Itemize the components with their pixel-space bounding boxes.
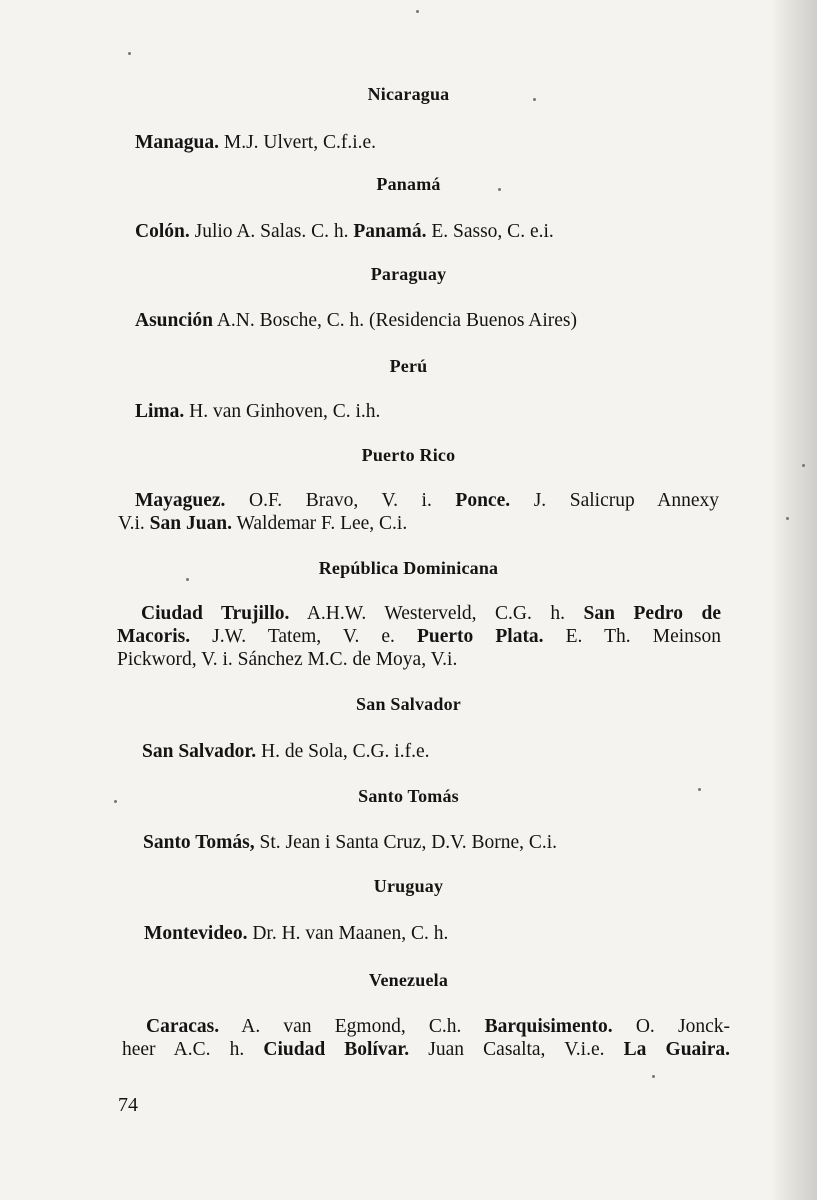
entry-text: Dr. H. van Maanen, C. h.: [247, 923, 449, 944]
entry-line: [146, 1015, 730, 1038]
consulate-entry-venezuela: [122, 1015, 730, 1061]
consulate-entry-peru: [135, 400, 695, 423]
entry-line: [135, 489, 719, 512]
entry-text: St. Jean i Santa Cruz, D.V. Borne, C.i.: [254, 832, 558, 853]
entry-text: J. Salicrup Annexy: [510, 490, 720, 511]
country-heading-puerto-rico: Puerto Rico: [361, 445, 456, 465]
city-name: Ponce.: [455, 490, 511, 511]
consulate-entry-san-salvador: [142, 740, 702, 763]
entry-line: [118, 512, 719, 535]
scan-speck: [698, 788, 701, 791]
consulate-entry-paraguay: [135, 309, 715, 332]
city-name: Colón.: [135, 221, 190, 242]
entry-text: heer A.C. h.: [122, 1039, 264, 1060]
city-name: Lima.: [135, 401, 185, 422]
entry-text: O. Jonck-: [612, 1016, 730, 1037]
consulate-entry-santo-tomas: [143, 831, 703, 854]
entry-line: [122, 1038, 730, 1061]
consulate-entry-republica-dominicana: [117, 602, 721, 671]
entry-text: E. Th. Meinson: [543, 626, 721, 647]
country-heading-nicaragua: Nicaragua: [367, 84, 450, 104]
entry-text: Waldemar F. Lee, C.i.: [232, 513, 408, 534]
city-name: San Juan.: [149, 513, 233, 534]
consulate-entry-uruguay: [144, 922, 704, 945]
consulate-entry-panama: [135, 220, 695, 243]
city-name: Puerto Plata.: [416, 626, 544, 647]
country-heading-venezuela: Venezuela: [368, 970, 449, 990]
scan-speck: [114, 800, 117, 803]
city-name: Ciudad Trujillo.: [141, 603, 290, 624]
scan-speck: [652, 1075, 655, 1078]
scan-speck: [128, 52, 131, 55]
scan-speck: [786, 517, 789, 520]
city-name: Macoris.: [117, 626, 191, 647]
city-name: Santo Tomás,: [143, 832, 255, 853]
scan-speck: [533, 98, 536, 101]
city-name: Asunción: [135, 310, 214, 331]
city-name: Ciudad Bolívar.: [263, 1039, 410, 1060]
city-name: San Salvador.: [142, 741, 257, 762]
city-name: Barquisimento.: [484, 1016, 613, 1037]
entry-text: O.F. Bravo, V. i.: [225, 490, 456, 511]
country-heading-panama: Panamá: [376, 174, 441, 194]
scan-speck: [498, 188, 501, 191]
consulate-entry-nicaragua: [135, 131, 695, 154]
country-heading-uruguay: Uruguay: [373, 876, 444, 896]
entry-text: E. Sasso, C. e.i.: [426, 221, 554, 242]
entry-text: A.H.W. Westerveld, C.G. h.: [289, 603, 584, 624]
entry-text: A.N. Bosche, C. h. (Residencia Buenos Aires): [213, 310, 577, 331]
scan-speck: [186, 578, 189, 581]
entry-line: [117, 648, 721, 671]
country-heading-peru: Perú: [389, 356, 428, 376]
entry-text: A. van Egmond, C.h.: [219, 1016, 485, 1037]
entry-text: Pickword, V. i. Sánchez M.C. de Moya, V.i.: [117, 649, 458, 670]
country-heading-san-salvador: San Salvador: [356, 694, 461, 714]
entry-line: [117, 625, 721, 648]
consulate-entry-puerto-rico: [118, 489, 720, 535]
country-heading-republica-dominicana: República Dominicana: [318, 558, 499, 578]
entry-text: V.i.: [118, 513, 150, 534]
entry-text: J.W. Tatem, V. e.: [190, 626, 417, 647]
city-name: Caracas.: [146, 1016, 220, 1037]
city-name: Panamá.: [353, 221, 427, 242]
city-name: San Pedro de: [583, 603, 721, 624]
entry-text: Juan Casalta, V.i.e.: [409, 1039, 624, 1060]
city-name: Montevideo.: [144, 923, 248, 944]
country-heading-paraguay: Paraguay: [370, 264, 447, 284]
scan-speck: [802, 464, 805, 467]
entry-text: Julio A. Salas. C. h.: [189, 221, 354, 242]
entry-text: H. de Sola, C.G. i.f.e.: [256, 741, 430, 762]
scan-speck: [416, 10, 419, 13]
page-number: 74: [118, 1094, 138, 1116]
city-name: Managua.: [135, 132, 219, 153]
country-heading-santo-tomas: Santo Tomás: [358, 786, 459, 806]
city-name: Mayaguez.: [135, 490, 226, 511]
entry-line: [141, 602, 721, 625]
city-name: La Guaira.: [623, 1039, 730, 1060]
entry-text: H. van Ginhoven, C. i.h.: [184, 401, 381, 422]
entry-text: M.J. Ulvert, C.f.i.e.: [218, 132, 377, 153]
